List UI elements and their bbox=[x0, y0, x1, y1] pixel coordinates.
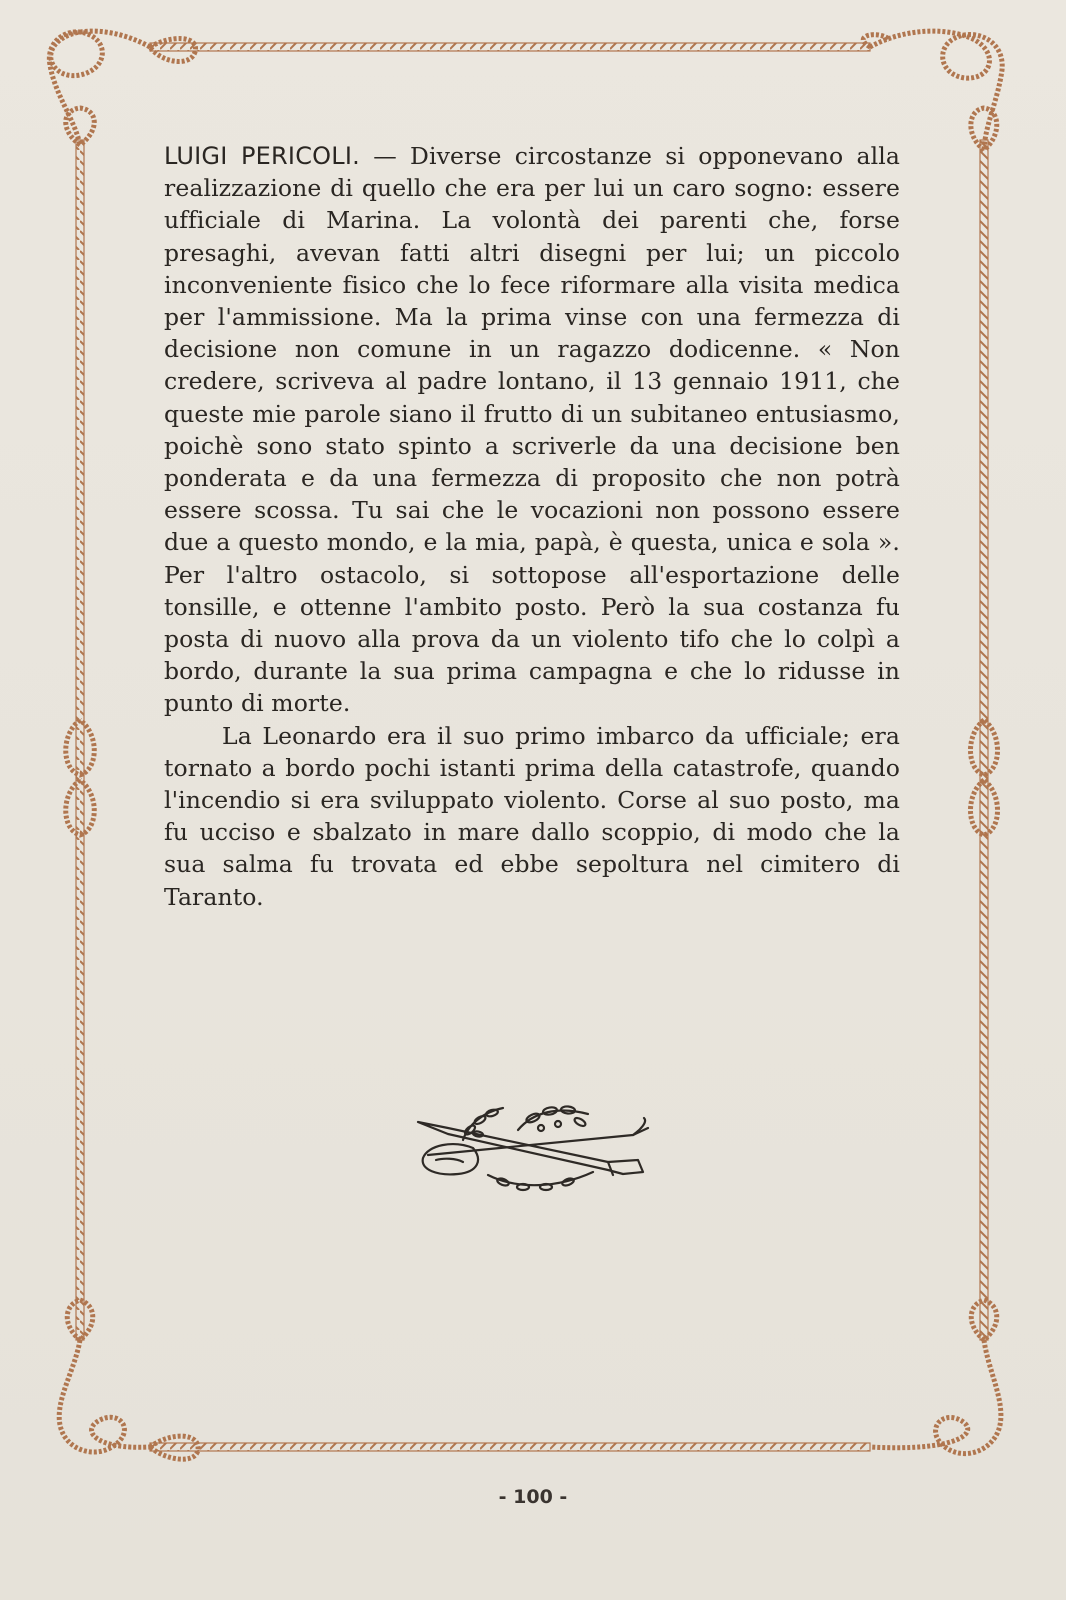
author-name: LUIGI PERICOLI. bbox=[164, 142, 360, 170]
paragraph-1 bbox=[164, 140, 900, 720]
paragraph-2: La Leonardo era il suo primo imbarco da ufficiale; era tornato a bordo pochi istanti prima della catastrofe, quando l'incendio si era sviluppato violento. Corse al suo posto, ma fu ucciso e sbalzato in mare dallo scoppio, di modo che la sua salma fu trovata ed ebbe sepoltura nel cimitero di Taranto. bbox=[164, 721, 900, 911]
paragraph-1-body: — Diverse circostanze si opponevano alla realizzazione di quello che era per lui un caro sogno: essere ufficiale di Marina. La volontà dei parenti che, forse presaghi, avevan fatti altri disegni per lui; un piccolo inconveniente fisico che lo fece riformare alla visita medica per l'ammissione. Ma la prima vinse con una fermezza di decisione non comune in un ragazzo dodicenne. « Non credere, scriveva al padre lontano, il 13 gennaio 1911, che queste mie parole siano il frutto di un subitaneo entusiasmo, poichè sono stato spinto a scriverle da una decisione ben ponderata e da una fermezza di proposito che non potrà essere scossa. Tu sai che le vocazioni non possono essere due a questo mondo, e la mia, papà, è questa, unica e sola ». Per l'altro ostacolo, si sottopose all'esportazione delle tonsille, e ottenne l'ambito posto. Però la sua costanza fu posta di nuovo alla prova da un violento tifo che lo colpì a bordo, durante la sua prima campagna e che lo ridusse in punto di morte. bbox=[164, 142, 900, 718]
body-text bbox=[164, 140, 900, 913]
page-number: - 100 - bbox=[498, 1486, 568, 1508]
laurel-rifle-emblem-icon bbox=[408, 1100, 658, 1200]
